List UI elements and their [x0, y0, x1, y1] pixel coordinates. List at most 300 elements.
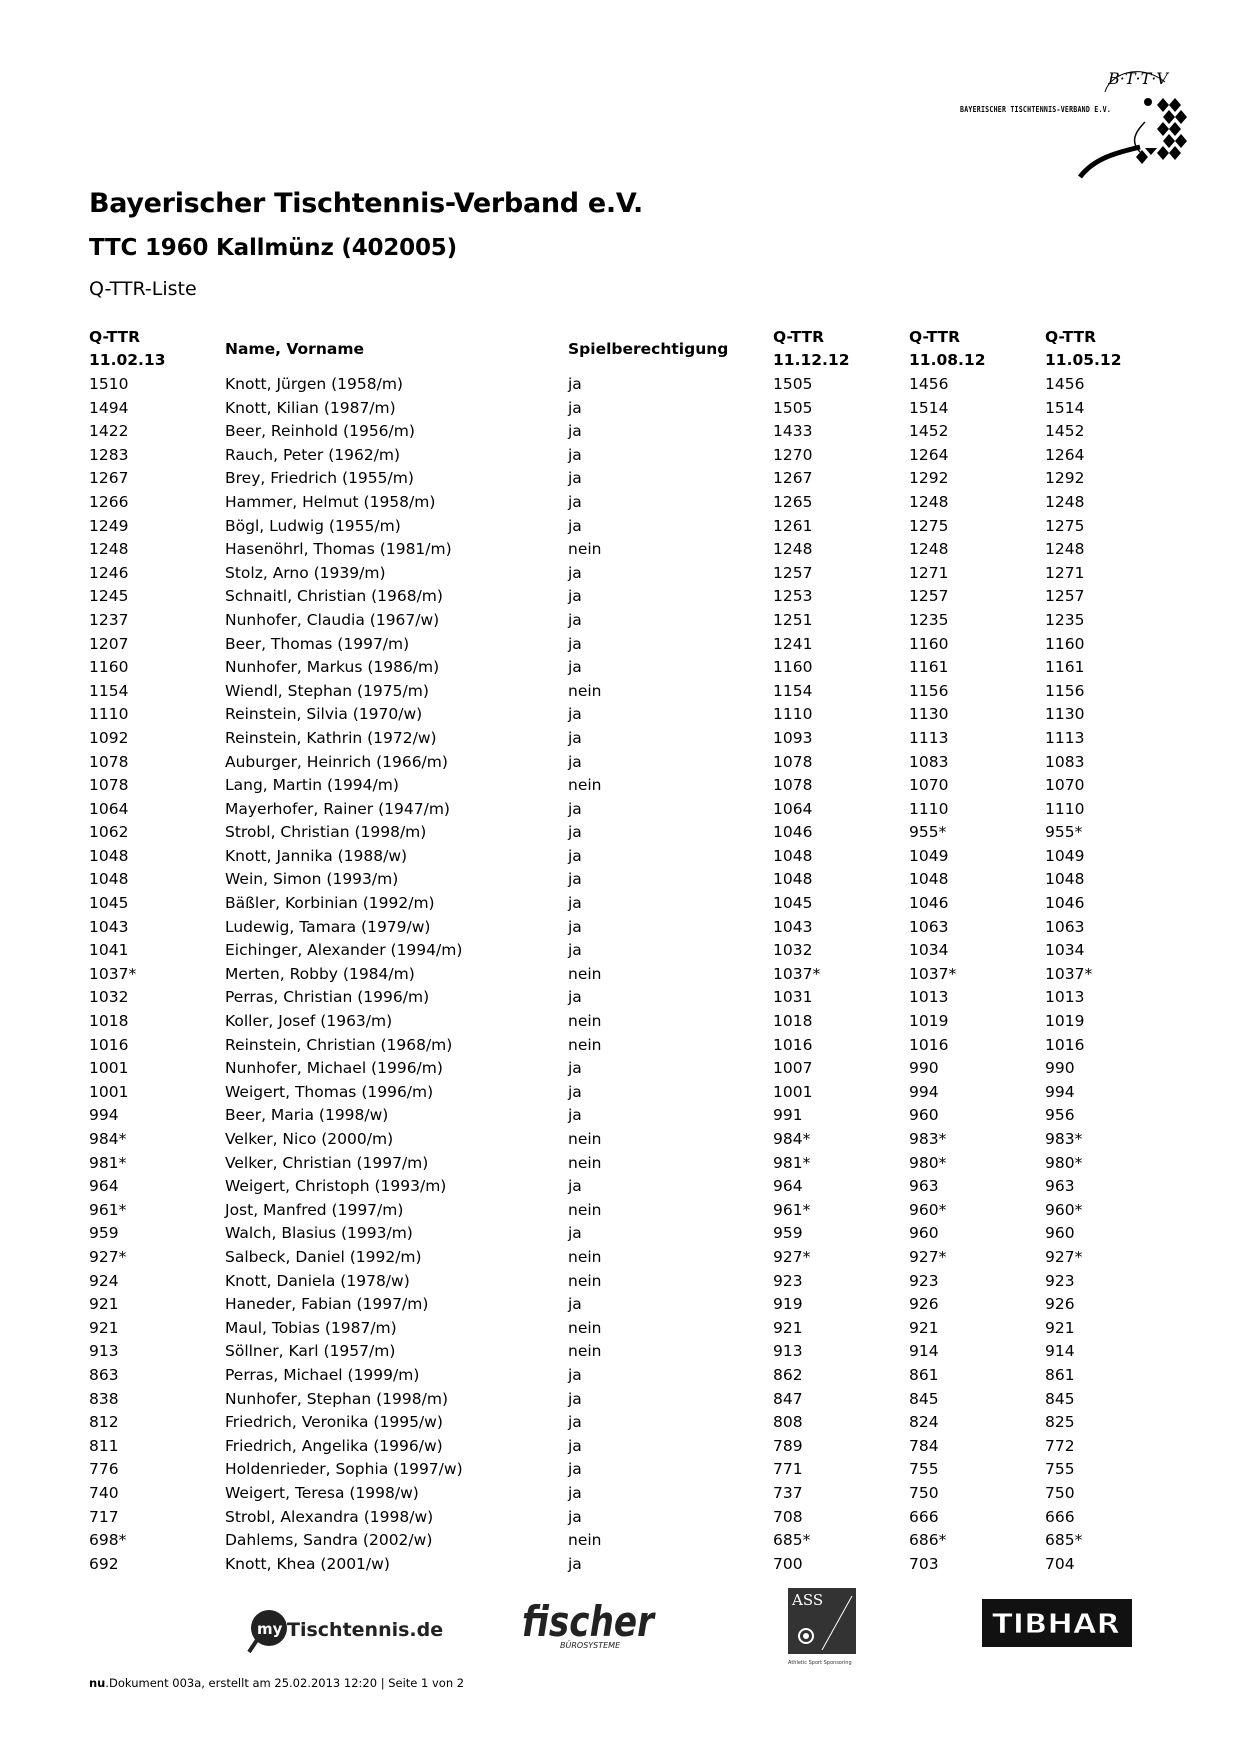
table-cell: 1045	[773, 894, 813, 913]
ass-text: ASS	[792, 1591, 824, 1609]
table-cell: ja	[568, 752, 582, 771]
table-cell: 1235	[1045, 610, 1085, 629]
column-header-line1: Q-TTR	[773, 328, 825, 346]
table-cell: 1251	[773, 610, 813, 629]
table-cell: 926	[909, 1295, 939, 1314]
table-cell: Reinstein, Christian (1968/m)	[225, 1035, 453, 1054]
table-row	[89, 1411, 1129, 1435]
table-cell: nein	[568, 540, 602, 559]
table-cell: 1161	[909, 658, 949, 677]
table-cell: 1245	[89, 587, 129, 606]
table-cell: Lang, Martin (1994/m)	[225, 776, 399, 795]
table-cell: 927*	[89, 1247, 127, 1266]
table-cell: ja	[568, 988, 582, 1007]
table-cell: 921	[909, 1318, 939, 1337]
table-row	[89, 916, 1129, 940]
table-cell: 1266	[89, 492, 129, 511]
column-header-line2: 11.05.12	[1045, 351, 1122, 369]
table-row	[89, 1553, 1129, 1577]
table-row	[89, 609, 1129, 633]
table-cell: 1078	[89, 776, 129, 795]
table-cell: 1113	[909, 728, 949, 747]
table-cell: 921	[89, 1318, 119, 1337]
table-cell: 666	[909, 1507, 939, 1526]
table-row	[89, 1034, 1129, 1058]
table-cell: 1064	[89, 799, 129, 818]
table-row	[89, 1435, 1129, 1459]
table-cell: 1248	[773, 540, 813, 559]
table-cell: Knott, Jürgen (1958/m)	[225, 375, 403, 393]
table-cell: ja	[568, 1554, 582, 1573]
table-cell: Knott, Khea (2001/w)	[225, 1554, 390, 1573]
table-cell: 1048	[89, 870, 129, 889]
table-cell: 1235	[909, 610, 949, 629]
table-cell: 784	[909, 1436, 939, 1455]
table-cell: 1013	[909, 988, 949, 1007]
table-cell: ja	[568, 1389, 582, 1408]
tibhar-logo	[982, 1599, 1132, 1647]
table-cell: 1037*	[1045, 964, 1093, 983]
table-row	[89, 798, 1129, 822]
table-cell: ja	[568, 1059, 582, 1078]
table-cell: 1070	[1045, 776, 1085, 795]
table-cell: 1160	[909, 634, 949, 653]
table-cell: 1046	[1045, 894, 1085, 913]
table-cell: nein	[568, 1318, 602, 1337]
table-cell: 981*	[89, 1153, 127, 1172]
table-cell: 1292	[1045, 469, 1085, 488]
fischer-sub: BÜROSYSTEME	[560, 1641, 621, 1650]
table-cell: Wiendl, Stephan (1975/m)	[225, 681, 429, 700]
table-cell: 717	[89, 1507, 119, 1526]
table-cell: 1264	[1045, 445, 1085, 464]
table-cell: 994	[1045, 1082, 1075, 1101]
table-cell: 1093	[773, 728, 813, 747]
table-cell: 1046	[909, 894, 949, 913]
table-cell: ja	[568, 1106, 582, 1125]
sponsor-bar	[0, 1588, 1240, 1678]
table-row	[89, 656, 1129, 680]
column-header-line2: 11.02.13	[89, 351, 166, 369]
table-cell: Knott, Daniela (1978/w)	[225, 1271, 410, 1290]
table-cell: 1034	[1045, 941, 1085, 960]
table-cell: 1264	[909, 445, 949, 464]
table-cell: Reinstein, Kathrin (1972/w)	[225, 728, 437, 747]
table-cell: 861	[909, 1365, 939, 1384]
table-cell: 1249	[89, 516, 129, 535]
table-cell: 776	[89, 1460, 119, 1479]
table-cell: 737	[773, 1483, 803, 1502]
table-cell: 1267	[773, 469, 813, 488]
table-cell: 1037*	[89, 964, 137, 983]
table-cell: ja	[568, 492, 582, 511]
table-cell: 771	[773, 1460, 803, 1479]
table-cell: 1048	[89, 846, 129, 865]
footer-text: .Dokument 003a, erstellt am 25.02.2013 12:20 | Seite 1 von 2	[105, 1676, 465, 1690]
table-cell: 1092	[89, 728, 129, 747]
table-row	[89, 1293, 1129, 1317]
table-cell: Nunhofer, Claudia (1967/w)	[225, 610, 440, 629]
column-header-line1: Q-TTR	[1045, 328, 1097, 346]
table-cell: 686*	[909, 1531, 947, 1550]
table-cell: Beer, Thomas (1997/m)	[225, 634, 410, 653]
table-row	[89, 1104, 1129, 1128]
table-row	[89, 1199, 1129, 1223]
column-header	[773, 325, 909, 373]
table-cell: 824	[909, 1413, 939, 1432]
table-cell: 1001	[89, 1059, 129, 1078]
table-row	[89, 727, 1129, 751]
table-cell: Schnaitl, Christian (1968/m)	[225, 587, 443, 606]
table-row	[89, 939, 1129, 963]
table-cell: ja	[568, 894, 582, 913]
page-title: Bayerischer Tischtennis-Verband e.V.	[89, 188, 643, 219]
table-cell: ja	[568, 799, 582, 818]
table-cell: Hasenöhrl, Thomas (1981/m)	[225, 540, 452, 559]
table-cell: 956	[1045, 1106, 1075, 1125]
table-cell: 1001	[773, 1082, 813, 1101]
table-cell: 1078	[773, 752, 813, 771]
table-cell: 825	[1045, 1413, 1075, 1432]
table-row	[89, 515, 1129, 539]
table-cell: 927*	[1045, 1247, 1083, 1266]
table-cell: 1001	[89, 1082, 129, 1101]
table-cell: ja	[568, 563, 582, 582]
mytischtennis-logo	[247, 1606, 457, 1656]
table-cell: 685*	[1045, 1531, 1083, 1550]
table-cell: Holdenrieder, Sophia (1997/w)	[225, 1460, 463, 1479]
table-cell: 990	[1045, 1059, 1075, 1078]
table-cell: 1070	[909, 776, 949, 795]
table-cell: 1292	[909, 469, 949, 488]
table-cell: 1078	[89, 752, 129, 771]
table-cell: ja	[568, 587, 582, 606]
table-cell: 845	[909, 1389, 939, 1408]
table-cell: ja	[568, 1177, 582, 1196]
table-cell: 1433	[773, 422, 813, 441]
table-cell: 1241	[773, 634, 813, 653]
table-cell: 984*	[773, 1130, 811, 1148]
column-header	[89, 325, 225, 373]
table-cell: ja	[568, 375, 582, 393]
table-cell: 921	[89, 1295, 119, 1314]
table-cell: ja	[568, 516, 582, 535]
btv-emblem-icon	[960, 62, 1190, 182]
table-cell: 1271	[909, 563, 949, 582]
column-header-line1: Spielberechtigung	[568, 339, 729, 358]
table-cell: 1275	[1045, 516, 1085, 535]
table-cell: 1062	[89, 823, 129, 842]
table-cell: 692	[89, 1554, 119, 1573]
table-header	[89, 325, 1129, 373]
svg-text:B·T·T·V: B·T·T·V	[1108, 69, 1168, 88]
table-cell: 1048	[1045, 870, 1085, 889]
table-cell: 1083	[909, 752, 949, 771]
table-cell: 961*	[773, 1200, 811, 1219]
table-row	[89, 373, 1129, 397]
table-cell: 1043	[773, 917, 813, 936]
table-cell: 772	[1045, 1436, 1075, 1455]
table-cell: ja	[568, 398, 582, 417]
table-cell: Stolz, Arno (1939/m)	[225, 563, 386, 582]
table-cell: 919	[773, 1295, 803, 1314]
table-cell: Maul, Tobias (1987/m)	[225, 1318, 397, 1337]
table-cell: 755	[1045, 1460, 1075, 1479]
table-cell: nein	[568, 1012, 602, 1031]
table-cell: nein	[568, 1247, 602, 1266]
table-row	[89, 963, 1129, 987]
table-cell: 1248	[89, 540, 129, 559]
table-cell: 1031	[773, 988, 813, 1007]
table-cell: 983*	[1045, 1130, 1083, 1148]
table-row	[89, 703, 1129, 727]
table-row	[89, 467, 1129, 491]
table-cell: 1083	[1045, 752, 1085, 771]
table-cell: 980*	[1045, 1153, 1083, 1172]
table-cell: 984*	[89, 1130, 127, 1148]
column-header	[909, 325, 1045, 373]
table-cell: 1161	[1045, 658, 1085, 677]
table-cell: 960*	[909, 1200, 947, 1219]
table-cell: Strobl, Alexandra (1998/w)	[225, 1507, 434, 1526]
table-cell: 1016	[1045, 1035, 1085, 1054]
table-cell: ja	[568, 634, 582, 653]
table-cell: 1253	[773, 587, 813, 606]
table-row	[89, 986, 1129, 1010]
table-cell: 1257	[773, 563, 813, 582]
table-row	[89, 1388, 1129, 1412]
table-cell: Nunhofer, Markus (1986/m)	[225, 658, 440, 677]
table-row	[89, 1506, 1129, 1530]
table-row	[89, 444, 1129, 468]
table-cell: 703	[909, 1554, 939, 1573]
table-cell: ja	[568, 870, 582, 889]
club-title: TTC 1960 Kallmünz (402005)	[89, 235, 457, 261]
table-cell: 700	[773, 1554, 803, 1573]
table-cell: 1452	[1045, 422, 1085, 441]
table-cell: 1257	[1045, 587, 1085, 606]
table-cell: Knott, Kilian (1987/m)	[225, 398, 396, 417]
table-cell: 1160	[1045, 634, 1085, 653]
table-row	[89, 1364, 1129, 1388]
table-cell: Auburger, Heinrich (1966/m)	[225, 752, 448, 771]
table-cell: Söllner, Karl (1957/m)	[225, 1342, 396, 1361]
fischer-text: fischer	[522, 1597, 656, 1646]
table-cell: 1016	[909, 1035, 949, 1054]
table-cell: 1154	[89, 681, 129, 700]
table-cell: 1267	[89, 469, 129, 488]
table-cell: 1257	[909, 587, 949, 606]
table-row	[89, 1317, 1129, 1341]
table-cell: Koller, Josef (1963/m)	[225, 1012, 393, 1031]
table-cell: Velker, Nico (2000/m)	[225, 1130, 394, 1148]
table-cell: 961*	[89, 1200, 127, 1219]
table-cell: 750	[1045, 1483, 1075, 1502]
column-header-line2: 11.12.12	[773, 351, 850, 369]
table-cell: nein	[568, 1153, 602, 1172]
table-cell: 963	[1045, 1177, 1075, 1196]
table-cell: 923	[1045, 1271, 1075, 1290]
table-cell: 955*	[909, 823, 947, 842]
table-cell: Perras, Michael (1999/m)	[225, 1365, 420, 1384]
table-cell: Salbeck, Daniel (1992/m)	[225, 1247, 422, 1266]
table-cell: 960	[909, 1224, 939, 1243]
table-cell: 994	[909, 1082, 939, 1101]
table-cell: 960	[909, 1106, 939, 1125]
table-cell: 1048	[773, 846, 813, 865]
table-cell: Knott, Jannika (1988/w)	[225, 846, 408, 865]
table-cell: 1037*	[773, 964, 821, 983]
table-cell: 740	[89, 1483, 119, 1502]
table-cell: 1019	[1045, 1012, 1085, 1031]
table-cell: Weigert, Christoph (1993/m)	[225, 1177, 447, 1196]
table-cell: nein	[568, 964, 602, 983]
mytt-my: my	[257, 1620, 283, 1638]
table-cell: nein	[568, 1035, 602, 1054]
table-cell: nein	[568, 1130, 602, 1148]
table-row	[89, 1175, 1129, 1199]
table-cell: 1041	[89, 941, 129, 960]
table-cell: 994	[89, 1106, 119, 1125]
mytt-rest: Tischtennis.de	[287, 1619, 444, 1641]
table-cell: 1013	[1045, 988, 1085, 1007]
table-cell: 1110	[89, 705, 129, 724]
table-cell: 1032	[89, 988, 129, 1007]
table-row	[89, 1081, 1129, 1105]
table-cell: 963	[909, 1177, 939, 1196]
table-cell: 811	[89, 1436, 119, 1455]
table-cell: 755	[909, 1460, 939, 1479]
table-cell: 1019	[909, 1012, 949, 1031]
table-cell: 863	[89, 1365, 119, 1384]
table-cell: 1048	[909, 870, 949, 889]
table-cell: ja	[568, 1483, 582, 1502]
table-cell: 1248	[1045, 492, 1085, 511]
table-cell: ja	[568, 658, 582, 677]
table-cell: ja	[568, 1436, 582, 1455]
table-row	[89, 1529, 1129, 1553]
table-cell: 1248	[1045, 540, 1085, 559]
table-cell: 960*	[1045, 1200, 1083, 1219]
table-cell: Weigert, Thomas (1996/m)	[225, 1082, 434, 1101]
table-cell: 1156	[1045, 681, 1085, 700]
table-cell: 685*	[773, 1531, 811, 1550]
table-cell: 847	[773, 1389, 803, 1408]
table-cell: 927*	[909, 1247, 947, 1266]
table-cell: Reinstein, Silvia (1970/w)	[225, 705, 423, 724]
table-cell: 750	[909, 1483, 939, 1502]
table-cell: 1510	[89, 375, 129, 393]
table-cell: Dahlems, Sandra (2002/w)	[225, 1531, 433, 1550]
table-cell: 1452	[909, 422, 949, 441]
table-cell: 1514	[909, 398, 949, 417]
table-cell: 1456	[909, 375, 949, 393]
table-cell: 1270	[773, 445, 813, 464]
table-cell: 1514	[1045, 398, 1085, 417]
table-cell: ja	[568, 1413, 582, 1432]
table-cell: Merten, Robby (1984/m)	[225, 964, 415, 983]
table-cell: 921	[773, 1318, 803, 1337]
table-cell: ja	[568, 1507, 582, 1526]
table-cell: 913	[773, 1342, 803, 1361]
table-body	[89, 373, 1129, 1576]
table-cell: 1130	[1045, 705, 1085, 724]
table-cell: Perras, Christian (1996/m)	[225, 988, 430, 1007]
table-cell: ja	[568, 823, 582, 842]
table-cell: Jost, Manfred (1997/m)	[225, 1200, 404, 1219]
ass-sub: Athletic Sport Sponsoring	[788, 1660, 852, 1666]
table-cell: 923	[909, 1271, 939, 1290]
column-header-line1: Q-TTR	[909, 328, 961, 346]
table-row	[89, 633, 1129, 657]
column-header-line2: 11.08.12	[909, 351, 986, 369]
table-cell: ja	[568, 846, 582, 865]
table-cell: 1261	[773, 516, 813, 535]
table-cell: Nunhofer, Michael (1996/m)	[225, 1059, 443, 1078]
table-cell: Beer, Maria (1998/w)	[225, 1106, 389, 1125]
table-row	[89, 1222, 1129, 1246]
table-cell: 1248	[909, 540, 949, 559]
table-cell: ja	[568, 1224, 582, 1243]
table-cell: 1456	[1045, 375, 1085, 393]
table-cell: 1048	[773, 870, 813, 889]
table-cell: 1154	[773, 681, 813, 700]
table-cell: 1078	[773, 776, 813, 795]
table-cell: 1063	[909, 917, 949, 936]
table-cell: 1505	[773, 398, 813, 417]
table-cell: 1018	[773, 1012, 813, 1031]
table-cell: 914	[909, 1342, 939, 1361]
table-cell: 955*	[1045, 823, 1083, 842]
table-row	[89, 1270, 1129, 1294]
table-cell: 704	[1045, 1554, 1075, 1573]
table-cell: 808	[773, 1413, 803, 1432]
table-cell: ja	[568, 941, 582, 960]
ass-logo	[788, 1588, 868, 1668]
table-cell: Bögl, Ludwig (1955/m)	[225, 516, 401, 535]
tibhar-text: TIBHAR	[992, 1607, 1120, 1640]
table-cell: 959	[89, 1224, 119, 1243]
table-cell: 708	[773, 1507, 803, 1526]
table-cell: Brey, Friedrich (1955/m)	[225, 469, 414, 488]
table-cell: 845	[1045, 1389, 1075, 1408]
column-header-line1: Name, Vorname	[225, 339, 364, 358]
table-cell: Weigert, Teresa (1998/w)	[225, 1483, 419, 1502]
table-cell: 1271	[1045, 563, 1085, 582]
table-cell: 923	[773, 1271, 803, 1290]
table-cell: 960	[1045, 1224, 1075, 1243]
table-cell: 1064	[773, 799, 813, 818]
table-cell: Rauch, Peter (1962/m)	[225, 445, 401, 464]
table-cell: 1156	[909, 681, 949, 700]
table-cell: 861	[1045, 1365, 1075, 1384]
table-cell: Strobl, Christian (1998/m)	[225, 823, 427, 842]
fischer-logo	[520, 1596, 660, 1656]
table-cell: Ludewig, Tamara (1979/w)	[225, 917, 431, 936]
table-cell: ja	[568, 469, 582, 488]
table-row	[89, 680, 1129, 704]
logo-text: BAYERISCHER TISCHTENNIS-VERBAND E.V.	[960, 105, 1112, 114]
document-footer	[89, 1676, 464, 1690]
table-cell: 1037*	[909, 964, 957, 983]
table-cell: ja	[568, 422, 582, 441]
table-cell: nein	[568, 1271, 602, 1290]
table-row	[89, 845, 1129, 869]
table-cell: 1160	[773, 658, 813, 677]
table-row	[89, 1246, 1129, 1270]
table-cell: 1207	[89, 634, 129, 653]
table-row	[89, 397, 1129, 421]
